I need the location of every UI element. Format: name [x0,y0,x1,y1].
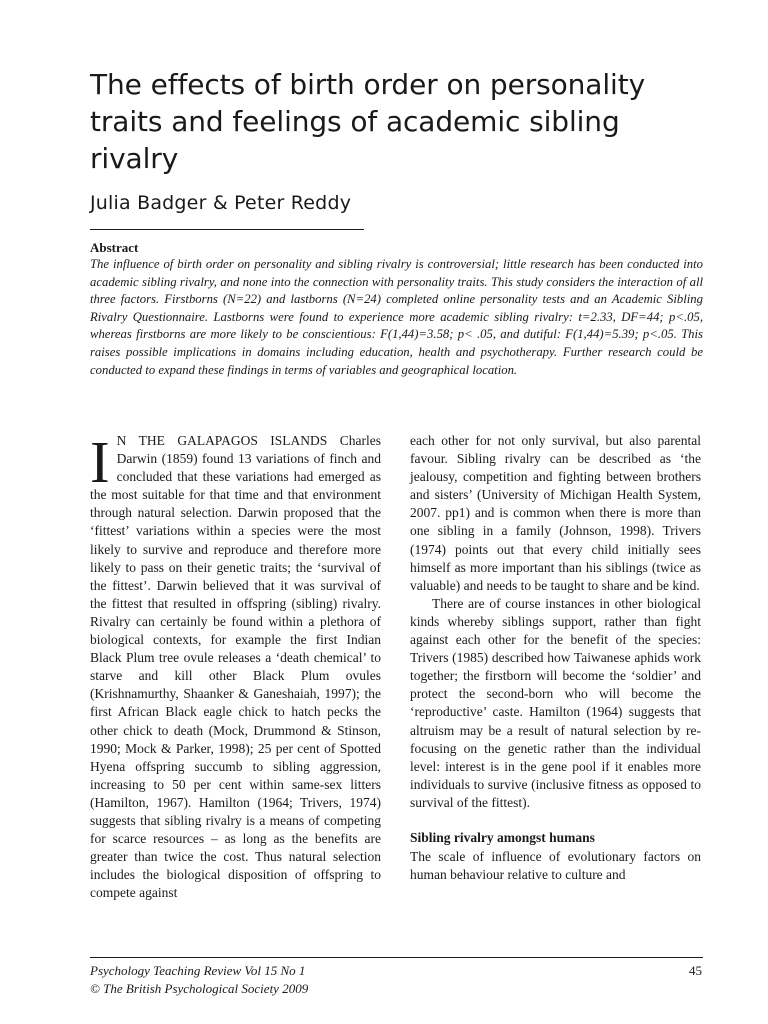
article-title: The effects of birth order on personality traits and feelings of academic sibling rivalry [90,68,646,175]
body-paragraph [90,429,381,902]
drop-cap: I [90,429,110,495]
article-authors: Julia Badger & Peter Reddy [90,192,352,214]
body-column-right [410,432,701,884]
body-column-left [90,429,381,902]
body-text-left: N THE GALAPAGOS ISLANDS Charles Darwin (1859) found 13 variations of finch and concluded that these variations had emerged as the most suitable for that time and that environment through natural selection. Darwin proposed that the ‘fittest’ variations within a species were the most likely to survive and reproduce and therefore more likely to pass on their genetic traits; the ‘survival of the fittest’. Darwin believed that it was survival of the fittest that resulted in offspring (sibling) rivalry. Rivalry can certainly be found within a plethora of biological contexts, for example the first Indian Black Plum tree ovule releases a ‘death chemical’ to starve and kill other Black Plum ovules (Krishnamurthy, Shaanker & Ganeshaiah, 1997); the first African Black eagle chick to hatch pecks the other chick to death (Mock, Drummond & Stinson, 1990; Mock & Parker, 1998); 25 per cent of Spotted Hyena offspring succumb to sibling aggression, increasing to 50 per cent within same-sex litters (Hamilton, 1967). Hamilton (1964; Trivers, 1974) suggests that sibling rivalry is a means of competing for scarce resources – as long as the benefits are greater than twice the cost. Thus natural selection includes the biological disposition of offspring to compete against [90,433,381,901]
abstract-text: The influence of birth order on personality and sibling rivalry is controversial; little research has been conducted into academic sibling rivalry, and none into the connection with personality traits. This study considers the interaction of all three factors. Firstborns (N=22) and lastborns (N=24) completed online personality tests and an Academic Sibling Rivalry Questionnaire. Lastborns were found to experience more academic sibling rivalry: t=2.33, DF=44; p<.05, whereas firstborns are more likely to be conscientious: F(1,44)=3.58; p< .05, and dutiful: F(1,44)=5.39; p<.05. This raises possible implications in domains including education, health and psychotherapy. Further research could be conducted to expand these findings in terms of variables and geographical location. [90,257,703,377]
footer-divider [90,957,703,958]
body-paragraph: each other for not only survival, but also parental favour. Sibling rivalry can be described as ‘the jealousy, competition and fighting between brothers and sisters’ (University of Michigan Health System, 2007. pp1) and is common when there is more than one sibling in a family (Johnson, 1998). Trivers (1974) points out that every child initially sees himself as more important than his siblings (twice as valuable) and needs to be taught to share and be kind. [410,433,701,593]
abstract-heading: Abstract [90,240,139,255]
page-number: 45 [689,963,702,978]
author-divider [90,229,364,230]
section-heading: Sibling rivalry amongst humans [410,829,595,845]
body-paragraph: The scale of influence of evolutionary factors on human behaviour relative to culture and [410,848,701,883]
copyright-notice: © The British Psychological Society 2009 [90,981,309,996]
body-paragraph: There are of course instances in other biological kinds whereby siblings support, rather than fight against each other for the benefit of the species: Trivers (1985) described how Taiwanese aphids work together; the firstborn will become the ‘soldier’ and protect the second-born who will become the ‘reproductive’ caste. Hamilton (1964) suggests that altruism may be a result of natural selection by re-focusing on the genetic rather than the individual level: interest is in the gene pool if it enables more individuals to survive (inclusive fitness as opposed to survival of the fittest). [410,595,701,810]
journal-citation: Psychology Teaching Review Vol 15 No 1 [90,963,306,978]
